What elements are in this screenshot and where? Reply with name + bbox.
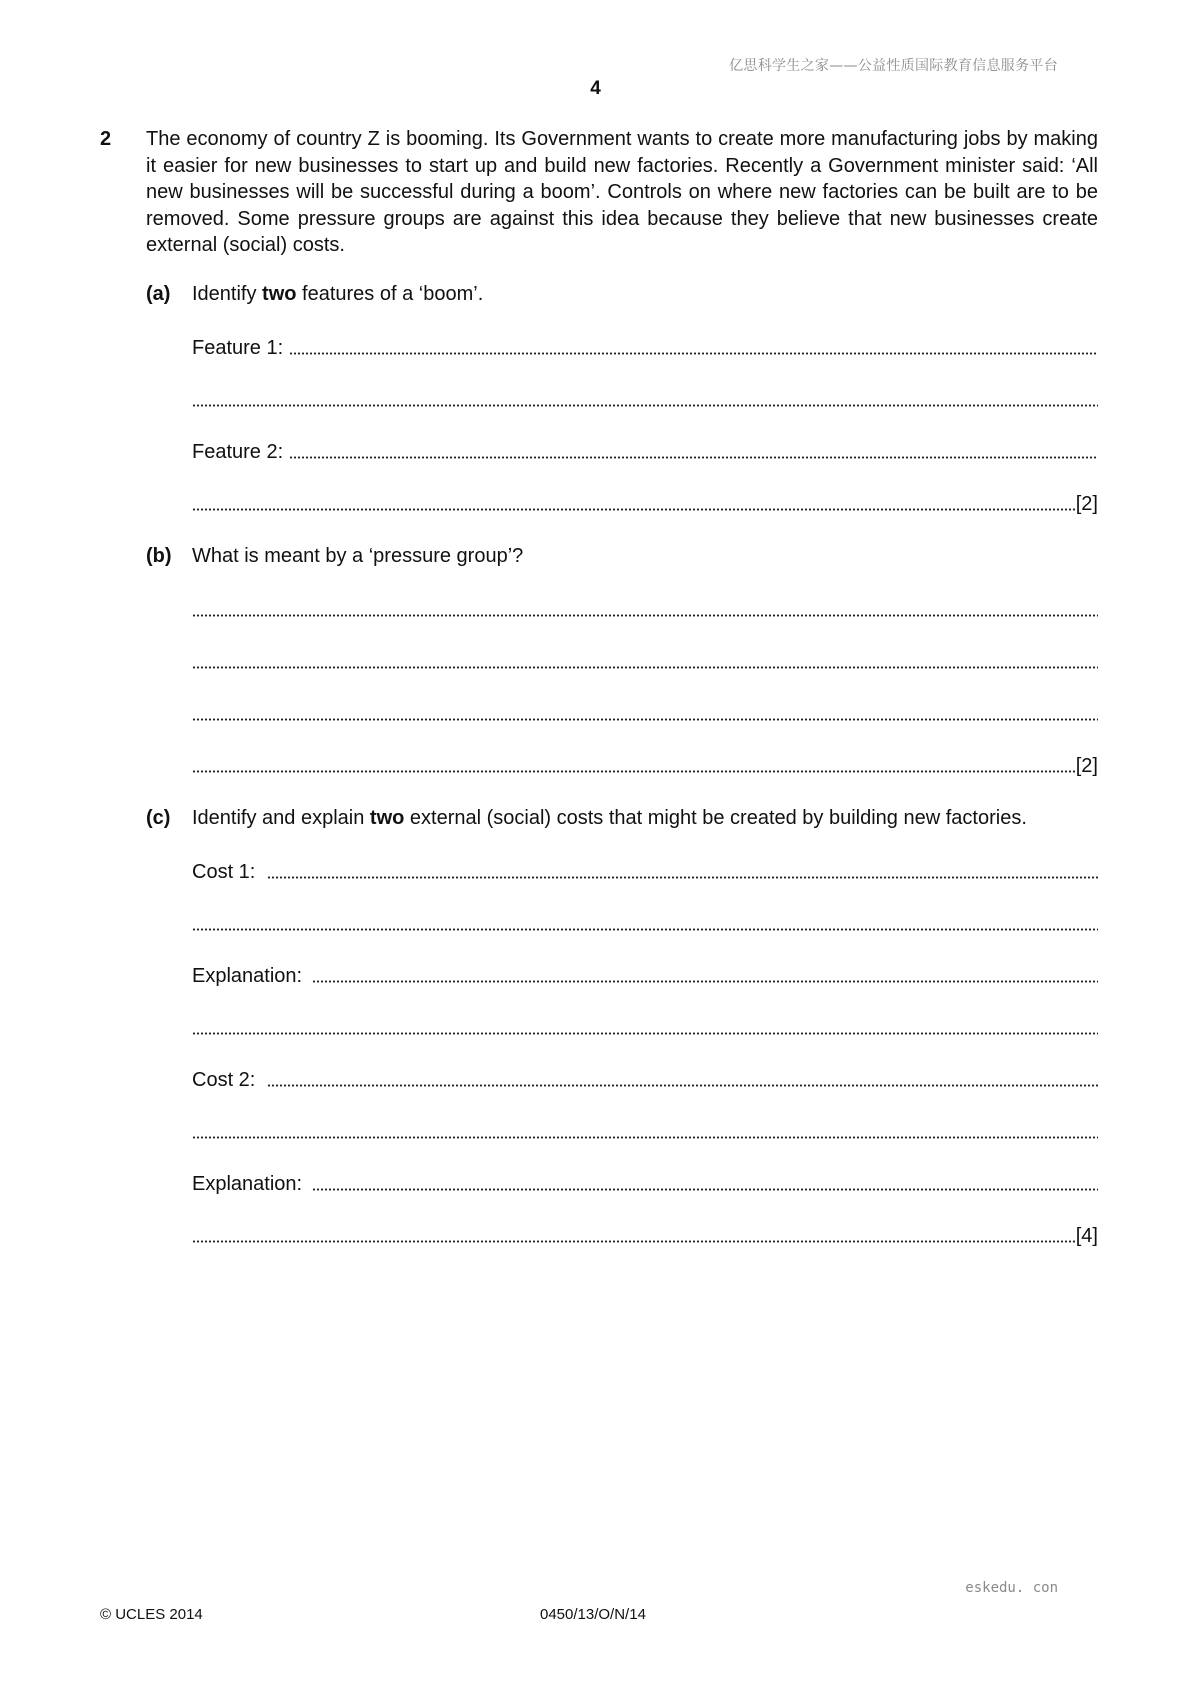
part-a-prompt-end: features of a ‘boom’.	[296, 283, 484, 305]
explanation-1-label: Explanation:	[192, 965, 303, 987]
dotted-line	[312, 979, 1098, 984]
part-c-prompt-bold: two	[369, 807, 405, 829]
part-b-prompt: What is meant by a ‘pressure group’?	[192, 545, 524, 567]
answer-line-feature-2[interactable]	[192, 436, 1098, 464]
copyright: © UCLES 2014	[100, 1606, 203, 1623]
feature-2-label: Feature 2:	[192, 441, 284, 463]
dotted-line	[192, 1135, 1098, 1140]
question-number: 2	[100, 128, 112, 150]
part-c-marks: [4]	[1075, 1225, 1098, 1247]
part-c-prompt	[192, 807, 1027, 830]
dotted-line	[192, 717, 1098, 722]
dotted-line	[289, 351, 1098, 356]
part-a-prompt-start: Identify	[192, 283, 263, 305]
answer-line[interactable]	[192, 488, 1098, 516]
part-a-prompt-bold: two	[262, 283, 297, 305]
answer-line[interactable]	[192, 594, 1098, 622]
question-stem: The economy of country Z is booming. Its Government wants to create more manufacturing jobs by making it easier for new businesses to start up and build new factories. Recently a Government minister said: ‘All new businesses will be successful during a boom’. Controls on where new factories can be built are to be removed. Some pressure groups are against this idea because they believe that new businesses create external (social) costs.	[146, 128, 1098, 256]
answer-line-explanation-2[interactable]	[192, 1168, 1098, 1196]
dotted-line	[192, 769, 1075, 774]
dotted-line	[267, 875, 1098, 880]
footer-watermark: eskedu. con	[965, 1580, 1058, 1596]
answer-line[interactable]	[192, 1116, 1098, 1144]
dotted-line	[289, 455, 1098, 460]
answer-line-cost-1[interactable]	[192, 856, 1098, 884]
feature-1-label: Feature 1:	[192, 337, 284, 359]
part-a-label: (a)	[146, 283, 171, 305]
part-c-label: (c)	[146, 807, 171, 829]
dotted-line	[192, 507, 1075, 512]
part-a-prompt	[192, 283, 483, 306]
part-c-prompt-end: external (social) costs that might be created by building new factories.	[404, 807, 1027, 829]
answer-line[interactable]	[192, 646, 1098, 674]
answer-line-feature-1[interactable]	[192, 332, 1098, 360]
answer-line-cost-2[interactable]	[192, 1064, 1098, 1092]
dotted-line	[192, 927, 1098, 932]
part-a-marks: [2]	[1075, 493, 1098, 515]
dotted-line	[312, 1187, 1098, 1192]
cost-2-label: Cost 2:	[192, 1069, 256, 1091]
dotted-line	[192, 613, 1098, 618]
dotted-line	[267, 1083, 1098, 1088]
header-watermark: 亿思科学生之家——公益性质国际教育信息服务平台	[729, 58, 1058, 74]
explanation-2-label: Explanation:	[192, 1173, 303, 1195]
answer-line[interactable]	[192, 698, 1098, 726]
cost-1-label: Cost 1:	[192, 861, 256, 883]
answer-line[interactable]	[192, 908, 1098, 936]
dotted-line	[192, 1239, 1075, 1244]
part-b-label: (b)	[146, 545, 172, 567]
dotted-line	[192, 403, 1098, 408]
answer-line[interactable]	[192, 750, 1098, 778]
part-c-prompt-start: Identify and explain	[192, 807, 370, 829]
dotted-line	[192, 1031, 1098, 1036]
dotted-line	[192, 665, 1098, 670]
page-number: 4	[590, 78, 601, 99]
answer-line[interactable]	[192, 384, 1098, 412]
paper-code: 0450/13/O/N/14	[540, 1606, 646, 1623]
answer-line[interactable]	[192, 1220, 1098, 1248]
answer-line-explanation-1[interactable]	[192, 960, 1098, 988]
answer-line[interactable]	[192, 1012, 1098, 1040]
part-b-marks: [2]	[1075, 755, 1098, 777]
